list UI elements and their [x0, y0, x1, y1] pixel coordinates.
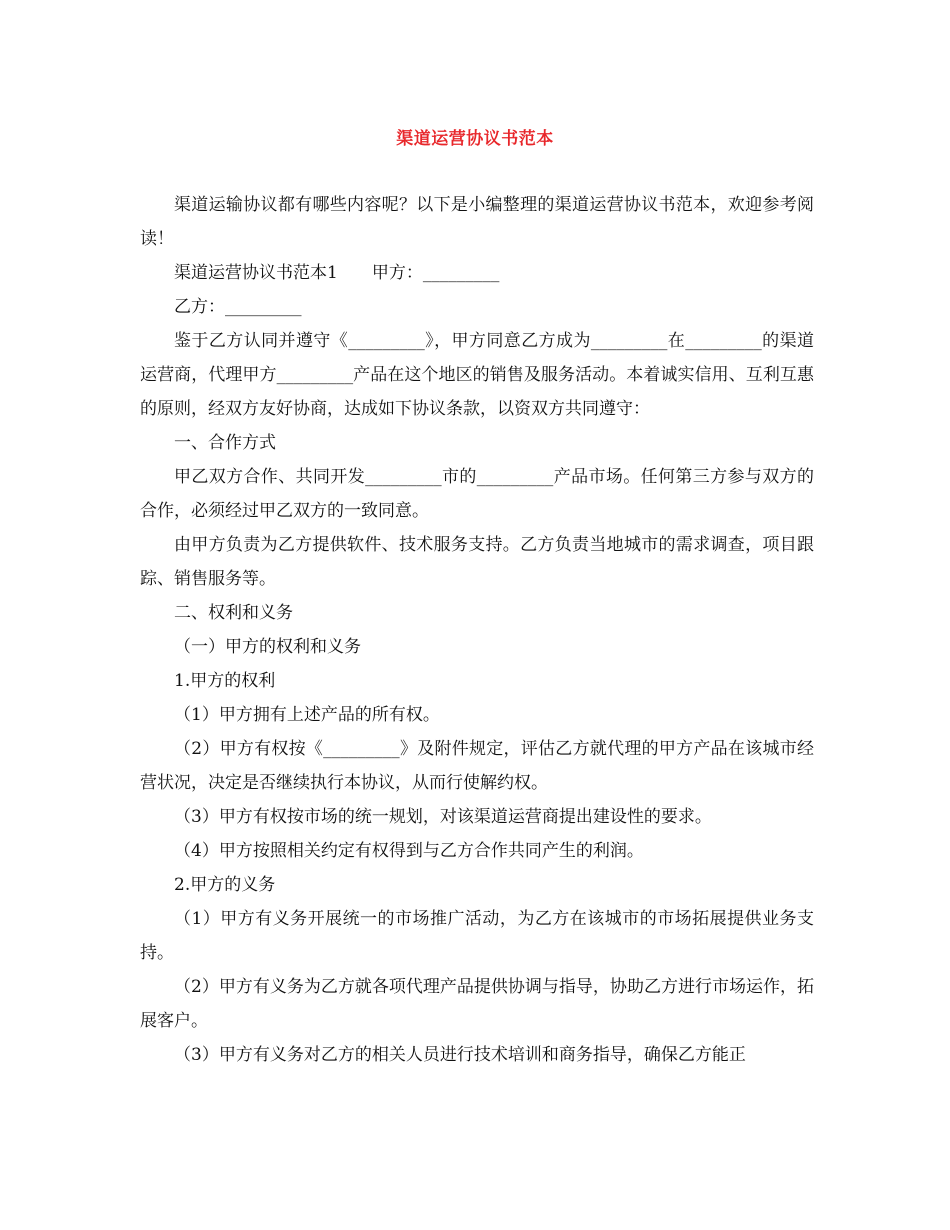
party-a-right-4: （4）甲方按照相关约定有权得到与乙方合作共同产生的利润。: [174, 841, 644, 861]
preamble-paragraph: 鉴于乙方认同并遵守《_________》，甲方同意乙方成为_________在_________的渠道运营商，代理甲方_________产品在这个地区的销售及服务活动。本着诚实信用、互利互惠的原则，经双方友好协商，达成如下协议条款，以资双方共同遵守：: [140, 331, 814, 419]
party-b-line: 乙方：_________: [174, 297, 302, 317]
party-a-right-3: （3）甲方有权按市场的统一规划，对该渠道运营商提出建设性的要求。: [174, 807, 712, 827]
party-a-duties-heading: 2.甲方的义务: [174, 875, 276, 895]
document-title: 渠道运营协议书范本: [396, 129, 554, 149]
party-a-right-1: （1）甲方拥有上述产品的所有权。: [174, 705, 440, 725]
document-body: [140, 188, 814, 1072]
party-a-duty-1: （1）甲方有义务开展统一的市场推广活动，为乙方在该城市的市场拓展提供业务支持。: [140, 909, 814, 963]
intro-paragraph: 渠道运输协议都有哪些内容呢？以下是小编整理的渠道运营协议书范本，欢迎参考阅读！: [140, 195, 814, 249]
section-heading-rights: 二、权利和义务: [174, 603, 293, 623]
party-a-rights-heading: 1.甲方的权利: [174, 671, 276, 691]
section-heading-cooperation: 一、合作方式: [174, 433, 276, 453]
sample-heading-party-a: 渠道运营协议书范本1 甲方：_________: [174, 263, 500, 283]
party-a-duty-3: （3）甲方有义务对乙方的相关人员进行技术培训和商务指导，确保乙方能正: [174, 1045, 746, 1065]
party-a-right-2: （2）甲方有权按《_________》及附件规定，评估乙方就代理的甲方产品在该城市经营状况，决定是否继续执行本协议，从而行使解约权。: [140, 739, 814, 793]
party-a-duty-2: （2）甲方有义务为乙方就各项代理产品提供协调与指导，协助乙方进行市场运作，拓展客户。: [140, 977, 814, 1031]
cooperation-paragraph-2: 由甲方负责为乙方提供软件、技术服务支持。乙方负责当地城市的需求调查，项目跟踪、销售服务等。: [140, 535, 814, 589]
cooperation-paragraph-1: 甲乙双方合作、共同开发_________市的_________产品市场。任何第三方参与双方的合作，必须经过甲乙双方的一致同意。: [140, 467, 814, 521]
subsection-heading-party-a: （一）甲方的权利和义务: [174, 637, 361, 657]
